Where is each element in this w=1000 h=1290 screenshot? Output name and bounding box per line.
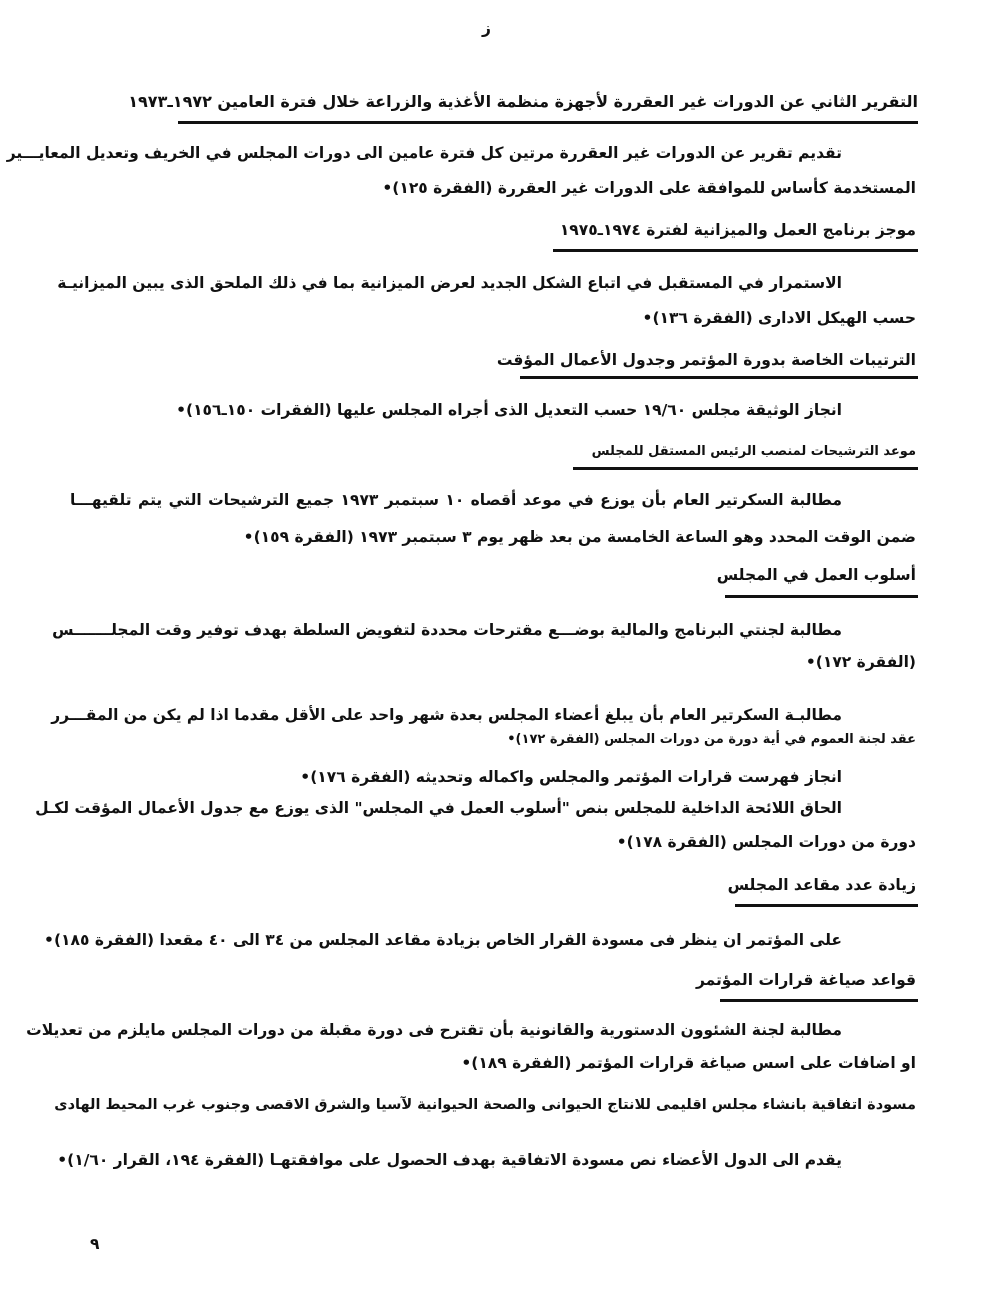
text-line: عقد لجنة العموم في أية دورة من دورات المجلس (الفقرة ١٧٢)• bbox=[507, 732, 916, 747]
text-line: انجاز فهرست قرارات المؤتمر والمجلس واكماله وتحديثه (الفقرة ١٧٦)• bbox=[300, 768, 842, 786]
text-line: انجاز الوثيقة مجلس ١٩/٦٠ حسب التعديل الذى أجراه المجلس عليها (الفقرات ١٥٠ـ١٥٦)• bbox=[176, 401, 842, 419]
text-line: مسودة اتفاقية بانشاء مجلس اقليمى للانتاج الحيوانى والصحة الحيوانية لآسيا والشرق الاقصى وجنوب غرب المحيط الهادى bbox=[54, 1097, 916, 1113]
heading-underline bbox=[725, 595, 918, 598]
text-line: دورة من دورات المجلس (الفقرة ١٧٨)• bbox=[616, 833, 916, 851]
text-line: مطالبة لجنتي البرنامج والمالية بوضـــع مقترحات محددة لتفويض السلطة بهدف توفير وقت المجلـــــــس bbox=[52, 621, 842, 639]
heading-underline bbox=[735, 904, 918, 907]
section-heading: موجز برنامج العمل والميزانية لفترة ١٩٧٤ـ١٩٧٥ bbox=[559, 221, 916, 239]
text-line: مطالبة السكرتير العام بأن يوزع في موعد أقصاه ١٠ سبتمبر ١٩٧٣ جميع الترشيحات التي يتم تلقيهـــا bbox=[70, 491, 842, 509]
heading-underline bbox=[520, 376, 918, 379]
text-line: الاستمرار في المستقبل في اتباع الشكل الجديد لعرض الميزانية بما في ذلك الملحق الذى يبين الميزانيـة bbox=[57, 274, 842, 292]
section-heading: أسلوب العمل في المجلس bbox=[716, 566, 916, 584]
heading-underline bbox=[553, 249, 918, 252]
heading-underline bbox=[178, 121, 918, 124]
text-line: على المؤتمر ان ينظر فى مسودة القرار الخاص بزيادة مقاعد المجلس من ٣٤ الى ٤٠ مقعدا (الفقرة ١٨٥)• bbox=[44, 931, 842, 949]
section-heading: موعد الترشيحات لمنصب الرئيس المستقل للمجلس bbox=[591, 444, 916, 459]
heading-underline bbox=[573, 467, 918, 470]
heading-underline bbox=[720, 999, 918, 1002]
text-line: (الفقرة ١٧٢)• bbox=[805, 653, 916, 671]
page-letter: ز bbox=[482, 19, 491, 37]
text-line: حسب الهيكل الادارى (الفقرة ١٣٦)• bbox=[642, 309, 916, 327]
section-heading: الترتيبات الخاصة بدورة المؤتمر وجدول الأعمال المؤقت bbox=[496, 351, 916, 369]
text-line: ضمن الوقت المحدد وهو الساعة الخامسة من بعد ظهر يوم ٣ سبتمبر ١٩٧٣ (الفقرة ١٥٩)• bbox=[243, 528, 916, 546]
text-line: مطالبـة السكرتير العام بأن يبلغ أعضاء المجلس بعدة شهر واحد على الأقل مقدما اذا لم يكن من المقـــرر bbox=[51, 706, 842, 724]
section-heading: التقرير الثاني عن الدورات غير العقررة لأجهزة منظمة الأغذية والزراعة خلال فترة العامين ١٩٧٢ـ١٩٧٣ bbox=[128, 92, 918, 111]
section-heading: قواعد صياغة قرارات المؤتمر bbox=[695, 971, 916, 989]
text-line: مطالبة لجنة الشئوون الدستورية والقانونية بأن تقترح فى دورة مقبلة من دورات المجلس مايلزم من تعديلات bbox=[26, 1021, 842, 1039]
text-line: تقديم تقرير عن الدورات غير العقررة مرتين كل فترة عامين الى دورات المجلس في الخريف وتعديل المعايـــير bbox=[6, 144, 842, 162]
text-line: الحاق اللائحة الداخلية للمجلس بنص "أسلوب العمل في المجلس" الذى يوزع مع جدول الأعمال المؤقت لكـل bbox=[35, 799, 842, 817]
text-line: المستخدمة كأساس للموافقة على الدورات غير العقررة (الفقرة ١٢٥)• bbox=[382, 179, 916, 197]
section-heading: زيادة عدد مقاعد المجلس bbox=[727, 876, 916, 894]
page-number: ٩ bbox=[90, 1235, 100, 1253]
text-line: يقدم الى الدول الأعضاء نص مسودة الاتفاقية بهدف الحصول على موافقتهـا (الفقرة ١٩٤، القرار ١/٦٠)• bbox=[57, 1151, 842, 1169]
text-line: او اضافات على اسس صياغة قرارات المؤتمر (الفقرة ١٨٩)• bbox=[461, 1054, 916, 1072]
